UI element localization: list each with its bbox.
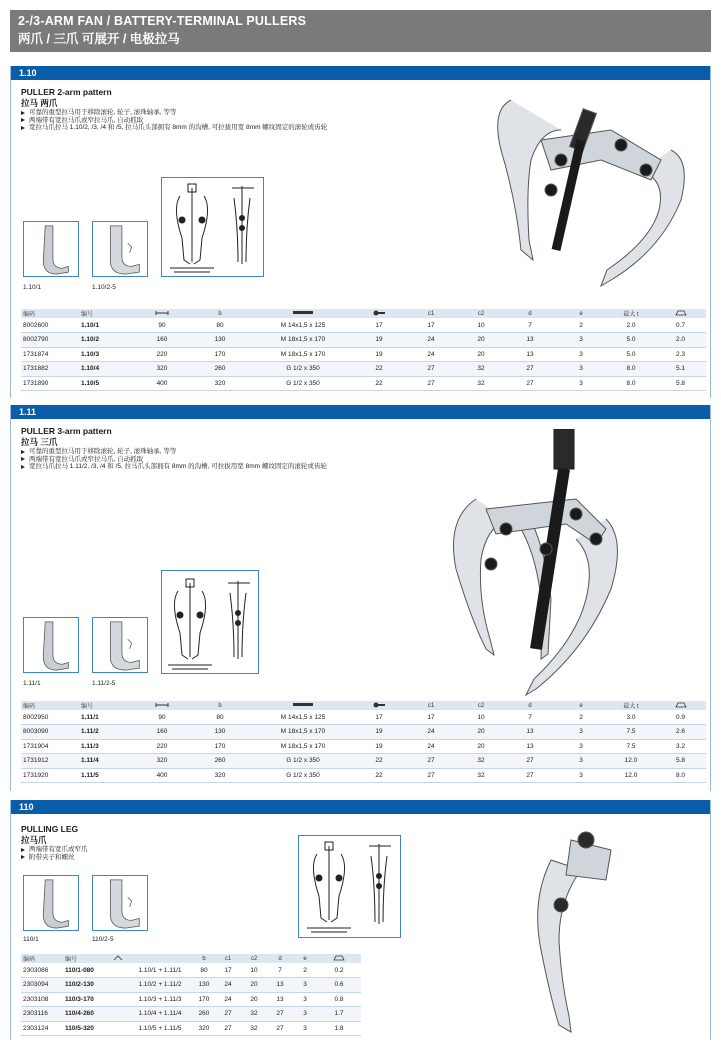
table-cell: 32 <box>241 1007 267 1022</box>
table-cell: 3 <box>293 978 317 993</box>
table-row <box>21 347 706 362</box>
table-cell: 3 <box>555 739 607 754</box>
col-header-e: e <box>293 954 317 963</box>
table-cell: 20 <box>241 992 267 1007</box>
col-header-c2: c2 <box>241 954 267 963</box>
table-cell: 13 <box>267 978 293 993</box>
table-cell: 130 <box>187 333 253 348</box>
table-row <box>21 710 706 725</box>
table-cell: 2.6 <box>655 725 706 740</box>
table-cell: 19 <box>353 333 405 348</box>
table-cell: 8002790 <box>21 333 79 348</box>
jaw-wide-image <box>92 221 148 277</box>
col-header-blank <box>127 954 193 963</box>
table-cell: 3 <box>555 333 607 348</box>
table-row <box>21 992 361 1007</box>
table-cell: 90 <box>137 318 187 333</box>
col-header-c1: c1 <box>405 309 457 318</box>
col-header-e: e <box>555 309 607 318</box>
section-1-11 <box>10 405 711 791</box>
table-cell: 170 <box>193 992 215 1007</box>
section-subtitle: 拉马爪 <box>21 835 47 845</box>
section-code: 110 <box>11 800 710 814</box>
jaw-narrow-image <box>23 221 79 277</box>
col-header-max-t: 最大 t <box>607 309 655 318</box>
table-cell: 320 <box>137 362 187 377</box>
section-code: 1.11 <box>11 405 710 419</box>
section-1-10 <box>10 66 711 398</box>
table-cell: 32 <box>457 362 505 377</box>
table-cell: 20 <box>241 978 267 993</box>
table-cell: 27 <box>405 362 457 377</box>
feature-item: 两端带有宽爪或窄爪 <box>21 846 341 854</box>
table-cell <box>111 978 127 993</box>
table-cell: 5.0 <box>607 333 655 348</box>
col-header-code: 编码 <box>21 954 63 963</box>
col-header-fits-icon <box>111 954 127 963</box>
table-cell: 3 <box>293 1007 317 1022</box>
table-cell: 20 <box>457 725 505 740</box>
table-cell: 110/2-130 <box>63 978 111 993</box>
table-row <box>21 978 361 993</box>
table-cell: 1.11/3 <box>79 739 137 754</box>
table-cell: 2.0 <box>655 333 706 348</box>
table-cell: 3 <box>555 376 607 391</box>
table-cell <box>111 1021 127 1036</box>
table-cell: 110/5-320 <box>63 1021 111 1036</box>
table-cell: 3 <box>555 347 607 362</box>
table-cell: 27 <box>505 376 555 391</box>
table-cell: 1.10/4 <box>79 362 137 377</box>
col-header-b: b <box>187 701 253 710</box>
feature-list <box>21 846 341 861</box>
col-header-a-icon <box>137 309 187 318</box>
table-cell: 260 <box>187 362 253 377</box>
col-header-a-icon <box>137 701 187 710</box>
table-cell: 24 <box>215 992 241 1007</box>
table-cell: 2303116 <box>21 1007 63 1022</box>
table-cell: 20 <box>457 333 505 348</box>
table-cell: 80 <box>187 710 253 725</box>
table-cell: 80 <box>187 318 253 333</box>
table-cell: 1.10/5 + 1.11/5 <box>127 1021 193 1036</box>
table-cell: 13 <box>505 725 555 740</box>
table-header-row <box>21 701 706 710</box>
feature-list <box>21 109 341 132</box>
table-cell: 170 <box>187 347 253 362</box>
table-row <box>21 1007 361 1022</box>
feature-item: 两端带有宽拉马爪或窄拉马爪, 自动抓取 <box>21 456 341 464</box>
table-row <box>21 333 706 348</box>
col-header-d: d <box>505 309 555 318</box>
table-cell: 3 <box>555 725 607 740</box>
spec-table <box>21 954 361 1036</box>
table-cell: 2 <box>555 710 607 725</box>
section-subtitle: 拉马 两爪 <box>21 98 58 108</box>
table-cell: 24 <box>405 347 457 362</box>
table-cell: 3 <box>555 754 607 769</box>
table-cell: 10 <box>241 963 267 978</box>
table-cell: 7 <box>505 710 555 725</box>
table-cell <box>111 992 127 1007</box>
table-cell: M 18x1,5 x 170 <box>253 739 353 754</box>
col-header-weight-icon <box>317 954 361 963</box>
table-cell: 1.10/1 <box>79 318 137 333</box>
table-cell: 7 <box>505 318 555 333</box>
table-cell: 2 <box>555 318 607 333</box>
table-row <box>21 754 706 769</box>
table-cell: 24 <box>405 333 457 348</box>
table-cell: 27 <box>405 754 457 769</box>
table-cell: 1.10/3 <box>79 347 137 362</box>
table-cell: 17 <box>215 963 241 978</box>
feature-item: 可靠的重型拉马用于移除滚轮, 轮子, 滚珠轴承, 等等 <box>21 448 341 456</box>
table-row <box>21 318 706 333</box>
col-header-c2: c2 <box>457 701 505 710</box>
table-cell: 3 <box>293 992 317 1007</box>
table-cell: 1.7 <box>317 1007 361 1022</box>
jaw-caption: 1.11/1 <box>23 680 41 687</box>
product-photo-2-arm <box>471 90 701 290</box>
table-cell: 260 <box>193 1007 215 1022</box>
table-cell: 1.10/3 + 1.11/3 <box>127 992 193 1007</box>
table-cell: 3.0 <box>607 710 655 725</box>
table-cell: 27 <box>405 376 457 391</box>
table-cell: 20 <box>457 739 505 754</box>
table-row <box>21 768 706 783</box>
col-header-d: d <box>505 701 555 710</box>
col-header-d: d <box>267 954 293 963</box>
table-cell: 110/4-260 <box>63 1007 111 1022</box>
table-cell: 160 <box>137 725 187 740</box>
table-cell: M 18x1,5 x 170 <box>253 725 353 740</box>
table-cell: 0.6 <box>317 978 361 993</box>
table-cell: 320 <box>193 1021 215 1036</box>
col-header-number: 编号 <box>79 701 137 710</box>
col-header-b: b <box>187 309 253 318</box>
table-cell: 2.3 <box>655 347 706 362</box>
col-header-wrench-icon <box>353 701 405 710</box>
jaw-caption: 1.11/2-5 <box>92 680 116 687</box>
col-header-b: b <box>193 954 215 963</box>
jaw-narrow-image <box>23 875 79 931</box>
table-cell: 2.0 <box>607 318 655 333</box>
jaw-wide-image <box>92 875 148 931</box>
table-cell: 8002600 <box>21 318 79 333</box>
feature-item: 两端带有宽拉马爪或窄拉马爪, 自动抓取 <box>21 117 341 125</box>
table-cell: 19 <box>353 725 405 740</box>
table-cell <box>111 1007 127 1022</box>
table-cell: 220 <box>137 347 187 362</box>
table-cell: 27 <box>215 1021 241 1036</box>
table-cell: 24 <box>405 725 457 740</box>
table-cell: 8.0 <box>607 362 655 377</box>
table-cell: 3.2 <box>655 739 706 754</box>
table-cell: G 1/2 x 350 <box>253 376 353 391</box>
table-cell: 1731874 <box>21 347 79 362</box>
table-cell: 1.11/1 <box>79 710 137 725</box>
table-row <box>21 376 706 391</box>
technical-drawing <box>161 570 259 674</box>
table-cell: 24 <box>405 739 457 754</box>
table-cell: 2303094 <box>21 978 63 993</box>
table-cell: 1.10/5 <box>79 376 137 391</box>
table-cell: 3 <box>555 362 607 377</box>
table-cell: 1.10/2 <box>79 333 137 348</box>
table-cell: 17 <box>405 318 457 333</box>
feature-item: 宽拉马爪拉马 1.11/2, /3, /4 和 /5, 拉马爪头部拥有 8mm 的沟槽, 可拉拔用宽 8mm 螺纹固定的滚轮或齿轮 <box>21 463 341 471</box>
page-header <box>10 10 711 52</box>
table-cell: 7.5 <box>607 725 655 740</box>
jaw-caption: 110/2-5 <box>92 936 114 943</box>
table-row <box>21 1021 361 1036</box>
table-cell: 110/3-170 <box>63 992 111 1007</box>
table-row <box>21 739 706 754</box>
table-cell: 320 <box>187 768 253 783</box>
table-cell: 1.11/5 <box>79 768 137 783</box>
table-cell: 7.5 <box>607 739 655 754</box>
table-cell: 22 <box>353 768 405 783</box>
col-header-max-t: 最大 t <box>607 701 655 710</box>
table-cell: 10 <box>457 318 505 333</box>
col-header-number: 编号 <box>79 309 137 318</box>
col-header-c1: c1 <box>215 954 241 963</box>
feature-item: 附带夹子和螺丝 <box>21 854 341 862</box>
table-cell: 2303108 <box>21 992 63 1007</box>
table-cell: M 18x1,5 x 170 <box>253 347 353 362</box>
table-cell: 160 <box>137 333 187 348</box>
spec-table <box>21 701 706 783</box>
table-cell: 1.10/2 + 1.11/2 <box>127 978 193 993</box>
table-header-row <box>21 309 706 318</box>
col-header-wrench-icon <box>353 309 405 318</box>
technical-drawing <box>298 835 401 938</box>
table-cell: 27 <box>215 1007 241 1022</box>
page-title-cn: 两爪 / 三爪 可展开 / 电极拉马 <box>18 32 180 46</box>
jaw-caption: 110/1 <box>23 936 39 943</box>
table-cell: 5.8 <box>655 376 706 391</box>
table-cell: 3 <box>293 1021 317 1036</box>
jaw-caption: 1.10/1 <box>23 284 42 291</box>
table-cell: 5.8 <box>655 754 706 769</box>
table-cell: 400 <box>137 768 187 783</box>
table-cell: 27 <box>405 768 457 783</box>
table-cell: 32 <box>241 1021 267 1036</box>
table-cell: 8003090 <box>21 725 79 740</box>
table-cell: 32 <box>457 754 505 769</box>
section-title: PULLER 3-arm pattern <box>21 426 112 436</box>
col-header-e: e <box>555 701 607 710</box>
feature-item: 宽拉马爪拉马 1.10/2, /3, /4 和 /5, 拉马爪头部拥有 8mm 的沟槽, 可拉拔用宽 8mm 螺纹固定的滚轮或齿轮 <box>21 124 341 132</box>
spec-table <box>21 309 706 391</box>
table-cell: 27 <box>267 1021 293 1036</box>
col-header-code: 编码 <box>21 309 79 318</box>
table-cell: 20 <box>457 347 505 362</box>
table-cell: 2303124 <box>21 1021 63 1036</box>
section-110 <box>10 800 711 1040</box>
table-cell: 13 <box>505 347 555 362</box>
col-header-weight-icon <box>655 701 706 710</box>
table-cell: 0.8 <box>317 992 361 1007</box>
table-cell <box>111 963 127 978</box>
table-cell: M 14x1,5 x 125 <box>253 710 353 725</box>
table-cell: 0.2 <box>317 963 361 978</box>
col-header-thread-icon <box>253 701 353 710</box>
table-cell: 27 <box>267 1007 293 1022</box>
table-cell: 22 <box>353 754 405 769</box>
table-cell: 13 <box>505 333 555 348</box>
table-cell: 110/1-080 <box>63 963 111 978</box>
section-code: 1.10 <box>11 66 710 80</box>
table-cell: 260 <box>187 754 253 769</box>
feature-list <box>21 448 341 471</box>
table-cell: 2 <box>293 963 317 978</box>
jaw-caption: 1.10/2-5 <box>92 284 116 291</box>
table-cell: 130 <box>193 978 215 993</box>
table-cell: 8.0 <box>655 768 706 783</box>
table-header-row <box>21 954 361 963</box>
table-cell: 320 <box>187 376 253 391</box>
col-header-thread-icon <box>253 309 353 318</box>
table-cell: 32 <box>457 376 505 391</box>
table-cell: 27 <box>505 768 555 783</box>
table-cell: 3 <box>555 768 607 783</box>
table-cell: 10 <box>457 710 505 725</box>
product-photo-pulling-leg <box>511 820 641 1038</box>
table-cell: M 18x1,5 x 170 <box>253 333 353 348</box>
table-cell: 1731904 <box>21 739 79 754</box>
table-cell: 90 <box>137 710 187 725</box>
table-cell: 8002950 <box>21 710 79 725</box>
table-cell: 5.0 <box>607 347 655 362</box>
table-cell: 400 <box>137 376 187 391</box>
technical-drawing <box>161 177 264 277</box>
col-header-code: 编码 <box>21 701 79 710</box>
section-subtitle: 拉马 三爪 <box>21 437 58 447</box>
table-cell: 5.1 <box>655 362 706 377</box>
table-cell: 1.10/1 + 1.11/1 <box>127 963 193 978</box>
table-cell: 32 <box>457 768 505 783</box>
table-cell: 17 <box>353 318 405 333</box>
table-cell: G 1/2 x 350 <box>253 768 353 783</box>
table-cell: G 1/2 x 350 <box>253 754 353 769</box>
table-cell: 27 <box>505 362 555 377</box>
table-row <box>21 725 706 740</box>
jaw-narrow-image <box>23 617 79 673</box>
table-cell: 22 <box>353 376 405 391</box>
table-cell: 12.0 <box>607 754 655 769</box>
table-row <box>21 362 706 377</box>
col-header-weight-icon <box>655 309 706 318</box>
table-cell: 2303086 <box>21 963 63 978</box>
table-cell: 12.0 <box>607 768 655 783</box>
table-cell: 1731920 <box>21 768 79 783</box>
table-cell: 1.11/2 <box>79 725 137 740</box>
table-cell: 22 <box>353 362 405 377</box>
page-title: 2-/3-ARM FAN / BATTERY-TERMINAL PULLERS <box>18 14 307 28</box>
col-header-c1: c1 <box>405 701 457 710</box>
table-cell: 1731882 <box>21 362 79 377</box>
table-cell: 19 <box>353 739 405 754</box>
jaw-wide-image <box>92 617 148 673</box>
col-header-number: 编号 <box>63 954 111 963</box>
table-cell: G 1/2 x 350 <box>253 362 353 377</box>
table-cell: 1.8 <box>317 1021 361 1036</box>
feature-item: 可靠的重型拉马用于移除滚轮, 轮子, 滚珠轴承, 等等 <box>21 109 341 117</box>
table-cell: 8.0 <box>607 376 655 391</box>
table-cell: 0.9 <box>655 710 706 725</box>
table-cell: 7 <box>267 963 293 978</box>
table-cell: 130 <box>187 725 253 740</box>
table-cell: 13 <box>505 739 555 754</box>
col-header-c2: c2 <box>457 309 505 318</box>
table-cell: 17 <box>353 710 405 725</box>
table-cell: 0.7 <box>655 318 706 333</box>
table-cell: 1731890 <box>21 376 79 391</box>
table-cell: 80 <box>193 963 215 978</box>
section-title: PULLER 2-arm pattern <box>21 87 112 97</box>
table-cell: 27 <box>505 754 555 769</box>
table-cell: 320 <box>137 754 187 769</box>
product-photo-3-arm <box>426 429 626 699</box>
table-cell: 19 <box>353 347 405 362</box>
table-cell: 17 <box>405 710 457 725</box>
table-cell: 170 <box>187 739 253 754</box>
table-cell: 1.10/4 + 1.11/4 <box>127 1007 193 1022</box>
section-title: PULLING LEG <box>21 824 79 834</box>
table-cell: 24 <box>215 978 241 993</box>
table-cell: M 14x1,5 x 125 <box>253 318 353 333</box>
table-cell: 1731912 <box>21 754 79 769</box>
table-cell: 220 <box>137 739 187 754</box>
table-cell: 1.11/4 <box>79 754 137 769</box>
table-cell: 13 <box>267 992 293 1007</box>
table-row <box>21 963 361 978</box>
